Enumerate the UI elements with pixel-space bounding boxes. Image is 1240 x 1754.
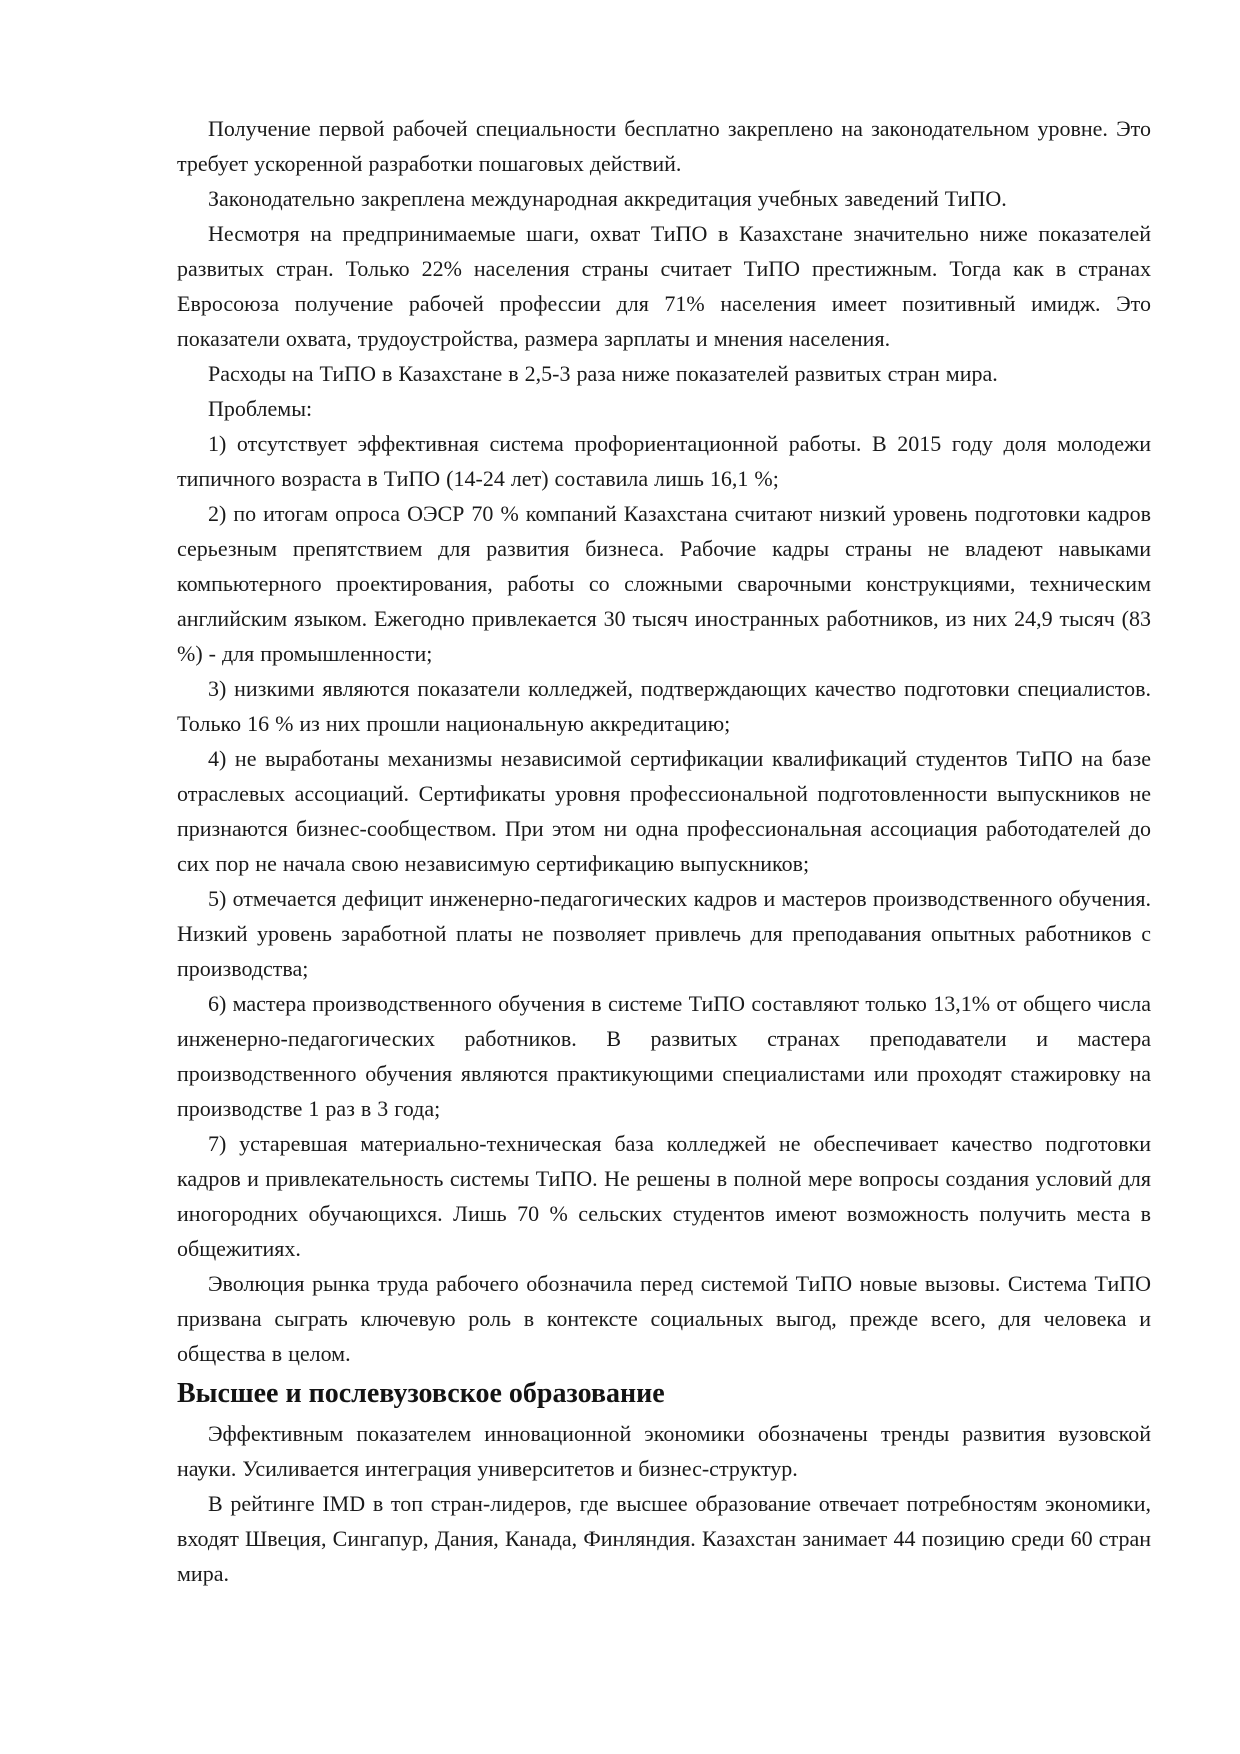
paragraph: 7) устаревшая материально-техническая база колледжей не обеспечивает качество подготовки кадров и привлекательность системы ТиПО. Не решены в полной мере вопросы создания условий для иногородних обучающихся. Лишь 70 % сельских студентов имеют возможность получить места в общежитиях. xyxy=(177,1131,1151,1261)
paragraph: В рейтинге IMD в топ стран-лидеров, где высшее образование отвечает потребностям экономики, входят Швеция, Сингапур, Дания, Канада, Финляндия. Казахстан занимает 44 позицию среди 60 стран мира. xyxy=(177,1491,1151,1586)
paragraph: 2) по итогам опроса ОЭСР 70 % компаний Казахстана считают низкий уровень подготовки кадров серьезным препятствием для развития бизнеса. Рабочие кадры страны не владеют навыками компьютерного проектирования, работы со сложными сварочными конструкциями, техническим английским языком. Ежегодно привлекается 30 тысяч иностранных работников, из них 24,9 тысяч (83 %) - для промышленности; xyxy=(177,501,1151,666)
document-body xyxy=(177,111,1151,1591)
paragraph: Получение первой рабочей специальности бесплатно закреплено на законодательном уровне. Это требует ускоренной разработки пошаговых действий. xyxy=(177,116,1151,176)
paragraph: Несмотря на предпринимаемые шаги, охват ТиПО в Казахстане значительно ниже показателей развитых стран. Только 22% населения страны считает ТиПО престижным. Тогда как в странах Евросоюза получение рабочей профессии для 71% населения имеет позитивный имидж. Это показатели охвата, трудоустройства, размера зарплаты и мнения населения. xyxy=(177,221,1151,351)
paragraph: 5) отмечается дефицит инженерно-педагогических кадров и мастеров производственного обучения. Низкий уровень заработной платы не позволяет привлечь для преподавания опытных работников с производства; xyxy=(177,886,1151,981)
paragraph: 1) отсутствует эффективная система профориентационной работы. В 2015 году доля молодежи типичного возраста в ТиПО (14-24 лет) составила лишь 16,1 %; xyxy=(177,431,1151,491)
paragraph: 3) низкими являются показатели колледжей, подтверждающих качество подготовки специалистов. Только 16 % из них прошли национальную аккредитацию; xyxy=(177,676,1151,736)
paragraph: 6) мастера производственного обучения в системе ТиПО составляют только 13,1% от общего числа инженерно-педагогических работников. В развитых странах преподаватели и мастера производственного обучения являются практикующими специалистами или проходят стажировку на производстве 1 раз в 3 года; xyxy=(177,991,1151,1121)
section-heading: Высшее и послевузовское образование xyxy=(177,1378,665,1409)
paragraph: Законодательно закреплена международная аккредитация учебных заведений ТиПО. xyxy=(208,186,1007,211)
paragraph: Проблемы: xyxy=(208,396,313,421)
paragraph: Эффективным показателем инновационной экономики обозначены тренды развития вузовской науки. Усиливается интеграция университетов и бизнес-структур. xyxy=(177,1421,1151,1481)
paragraph: Эволюция рынка труда рабочего обозначила перед системой ТиПО новые вызовы. Система ТиПО призвана сыграть ключевую роль в контексте социальных выгод, прежде всего, для человека и общества в целом. xyxy=(177,1271,1151,1366)
paragraph: Расходы на ТиПО в Казахстане в 2,5-3 раза ниже показателей развитых стран мира. xyxy=(208,361,998,386)
paragraph: 4) не выработаны механизмы независимой сертификации квалификаций студентов ТиПО на базе отраслевых ассоциаций. Сертификаты уровня профессиональной подготовленности выпускников не признаются бизнес-сообществом. При этом ни одна профессиональная ассоциация работодателей до сих пор не начала свою независимую сертификацию выпускников; xyxy=(177,746,1151,876)
